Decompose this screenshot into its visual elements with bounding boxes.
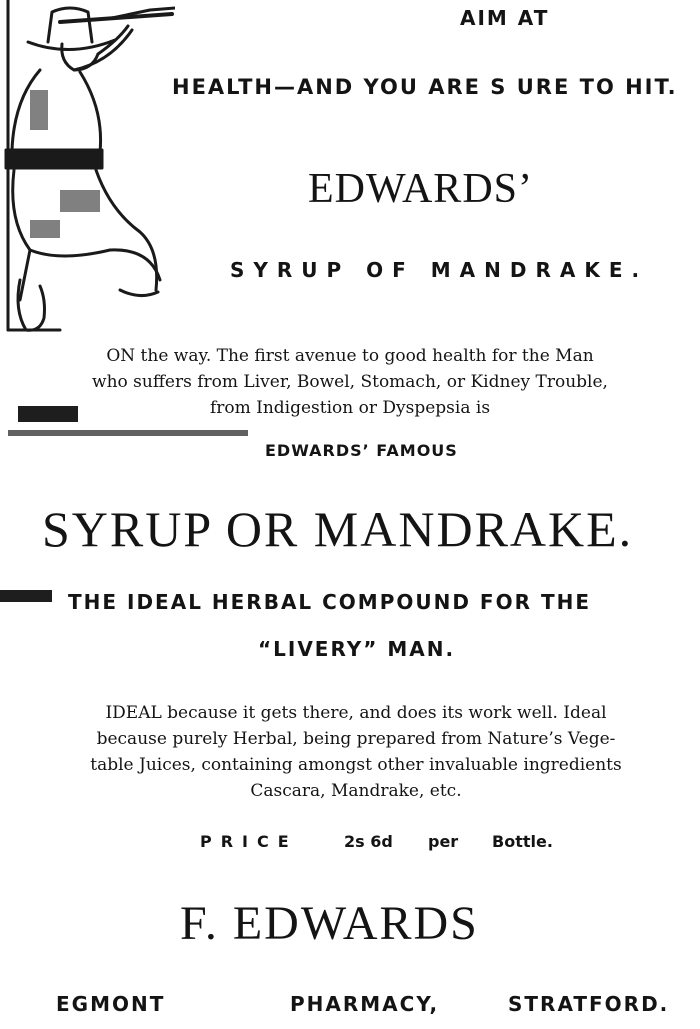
price-amount: 2s 6d xyxy=(344,832,393,851)
price-label: PRICE xyxy=(200,832,298,851)
intro-line-1: ON the way. The first avenue to good health for the Man xyxy=(106,346,594,366)
header-line-2: HEALTH—AND YOU ARE S URE TO HIT. xyxy=(172,75,678,99)
description-line-3: table Juices, containing amongst other invaluable ingredients xyxy=(90,755,622,775)
description-line-4: Cascara, Mandrake, etc. xyxy=(250,781,462,801)
price-unit: Bottle. xyxy=(492,832,553,851)
address-pharmacy: PHARMACY, xyxy=(290,992,440,1016)
ink-smudge xyxy=(0,590,52,602)
famous-product: SYRUP OR MANDRAKE. xyxy=(42,501,634,557)
intro-line-3: from Indigestion or Dyspepsia is xyxy=(209,398,491,418)
hunter-aiming-rifle-icon xyxy=(0,0,175,335)
famous-label: EDWARDS’ FAMOUS xyxy=(265,441,458,460)
address-city: STRATFORD. xyxy=(508,992,670,1016)
proprietor-name: F. EDWARDS xyxy=(180,897,479,950)
address-town: EGMONT xyxy=(56,992,166,1016)
brand-name: EDWARDS’ xyxy=(308,166,533,212)
price-per: per xyxy=(428,832,459,851)
tagline-line-2: “LIVERY” MAN. xyxy=(258,637,456,661)
ink-smudge xyxy=(8,430,248,436)
tagline-line-1: THE IDEAL HERBAL COMPOUND FOR THE xyxy=(68,590,591,614)
ink-smudge xyxy=(18,406,78,422)
description-line-2: because purely Herbal, being prepared from Nature’s Vege- xyxy=(96,729,616,749)
intro-line-2: who suffers from Liver, Bowel, Stomach, or Kidney Trouble, xyxy=(92,372,608,392)
description-line-1: IDEAL because it gets there, and does its work well. Ideal xyxy=(105,703,607,723)
product-title: SYRUP OF MANDRAKE. xyxy=(230,258,649,282)
header-line-1: AIM AT xyxy=(460,6,550,30)
